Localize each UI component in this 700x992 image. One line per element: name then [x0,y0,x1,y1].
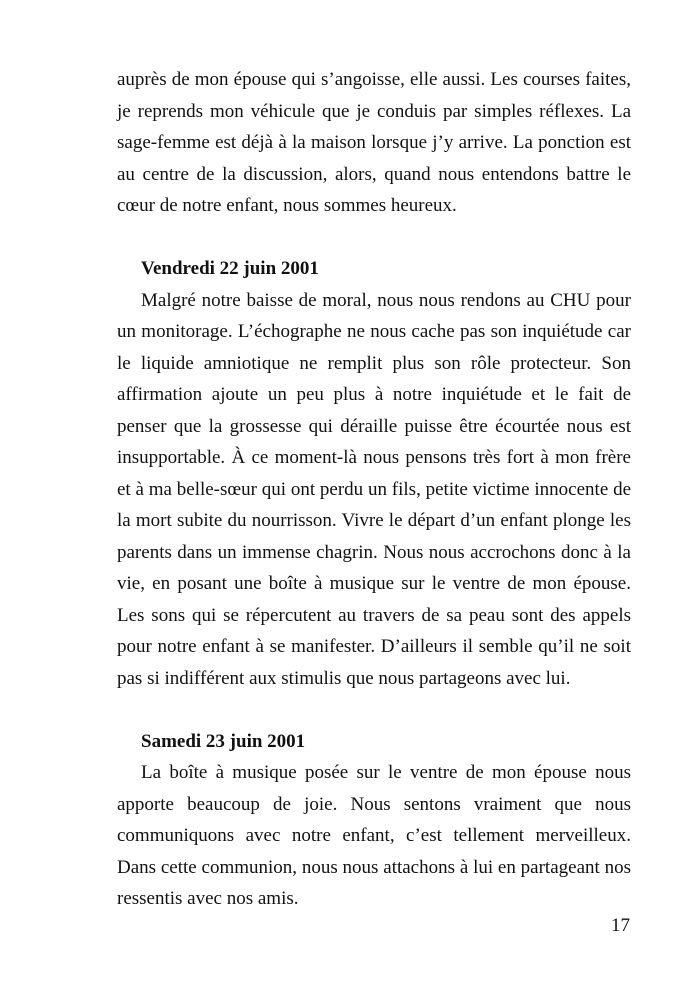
friday-paragraph: Malgré notre baisse de moral, nous nous rendons au CHU pour un monitorage. L’échographe ne nous cache pas son inquiétude car le liquide amniotique ne remplit plus son rôle protecteur. Son affirmation ajoute un peu plus à notre inquiétude et le fait de penser que la grossesse qui déraille puisse être écourtée nous est insupportable. À ce moment-là nous pensons très fort à mon frère et à ma belle-sœur qui ont perdu un fils, petite victime innocente de la mort subite du nourrisson. Vivre le départ d’un enfant plonge les parents dans un immense chagrin. Nous nous accrochons donc à la vie, en posant une boîte à musique sur le ventre de mon épouse. Les sons qui se répercutent au travers de sa peau sont des appels pour notre enfant à se manifester. D’ailleurs il semble qu’il ne soit pas si indifférent aux stimulis que nous partageons avec lui. [117,289,631,689]
section-gap [117,694,631,726]
intro-paragraph: auprès de mon épouse qui s’angoisse, elle aussi. Les courses faites, je reprends mon véhicule que je conduis par simples réflexes. La sage-femme est déjà à la maison lorsque j’y arrive. La ponction est au centre de la discussion, alors, quand nous entendons battre le cœur de notre enfant, nous sommes heureux. [117,69,631,216]
page-content [117,64,631,915]
section-heading-friday: Vendredi 22 juin 2001 [141,258,319,279]
section-gap [117,222,631,254]
page-number: 17 [611,915,630,936]
saturday-paragraph: La boîte à musique posée sur le ventre de mon épouse nous apporte beaucoup de joie. Nous sentons vraiment que nous communiquons avec notre enfant, c’est tellement merveilleux. Dans cette communion, nous nous attachons à lui en partageant nos ressentis avec nos amis. [117,762,631,909]
section-heading-saturday: Samedi 23 juin 2001 [141,730,306,752]
